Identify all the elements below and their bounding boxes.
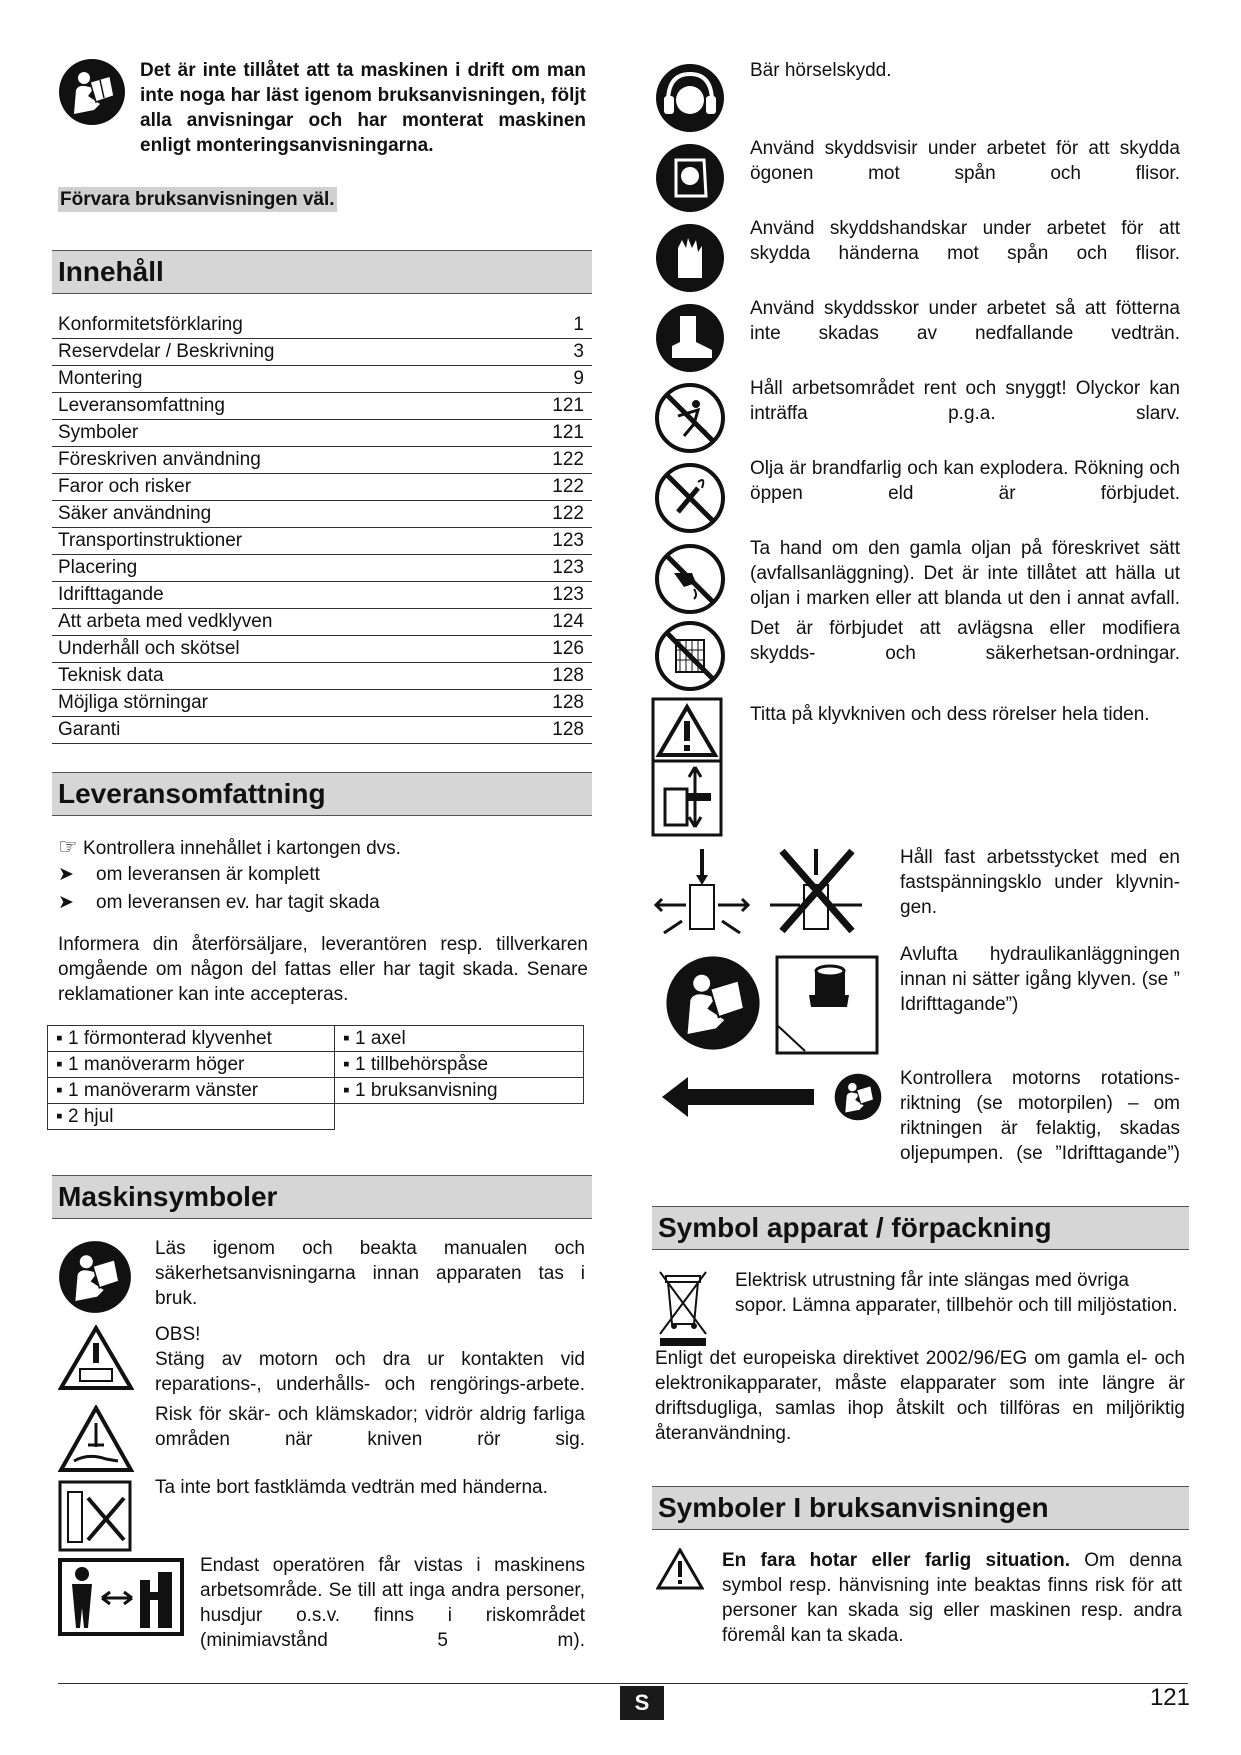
arrow-bullet-icon: ➤ (58, 892, 74, 913)
toc-row (52, 663, 592, 690)
read-manual-icon (58, 1240, 132, 1319)
oil-vent-icon (775, 955, 879, 1060)
delivery-heading: Leveransomfattning (52, 772, 592, 816)
toc-row (52, 474, 592, 501)
toc-page: 123 (552, 584, 584, 605)
toc-label: Föreskriven användning (58, 449, 261, 470)
table-cell: ▪ 1 tillbehörspåse (335, 1052, 584, 1078)
read-manual-icon (665, 955, 761, 1056)
manual-symbols-heading: Symboler I bruksanvisningen (652, 1486, 1189, 1530)
obs-text: Stäng av motorn och dra ur kontakten vid reparations-, underhålls- och rengörings-arbete. (155, 1349, 585, 1395)
toc-row (52, 366, 592, 393)
arrow-bullet-icon: ➤ (58, 864, 74, 885)
symbol-description: Ta hand om den gamla oljan på föreskrivet sätt (avfallsanläggning). Det är inte tillåtet att hälla ut oljan i marken eller att blanda ut den i annat avfall. (750, 538, 1180, 609)
toc-page: 122 (552, 449, 584, 470)
toc-row (52, 528, 592, 555)
toc-label: Att arbeta med vedklyven (58, 611, 273, 632)
clamp-text: Håll fast arbetsstycket med en fastspänningsklo under klyvnin-gen. (900, 847, 1180, 918)
symbol-description: Håll arbetsområdet rent och snyggt! Olyckor kan inträffa p.g.a. slarv. (750, 378, 1180, 424)
toc-row (52, 420, 592, 447)
toc-label: Säker användning (58, 503, 212, 524)
read-manual-small-icon (834, 1073, 882, 1126)
danger-bold: En fara hotar eller farlig situation. (722, 1550, 1070, 1571)
rotation-arrow-icon (660, 1075, 816, 1124)
toc-page: 126 (552, 638, 584, 659)
symbol-description: Olja är brandfarlig och kan explodera. Rökning och öppen eld är förbjudet. (750, 458, 1180, 504)
toc-row (52, 501, 592, 528)
toc-label: Placering (58, 557, 138, 578)
table-of-contents (52, 312, 592, 744)
operator-zone-icon (58, 1558, 184, 1641)
toc-page: 128 (552, 719, 584, 740)
symbol-description: Använd skyddsskor under arbetet så att fötterna inte skadas av nedfallande vedträn. (750, 298, 1180, 344)
face-shield-icon (654, 142, 726, 219)
toc-page: 128 (552, 665, 584, 686)
operator-zone-text: Endast operatören får vistas i maskinens arbetsområde. Se till att inga andra personer, husdjur o.s.v. finns i riskområdet (minimiavstånd 5 m). (200, 1555, 585, 1651)
log-clamp-correct-icon (652, 845, 752, 942)
toc-label: Teknisk data (58, 665, 164, 686)
toc-label: Leveransomfattning (58, 395, 225, 416)
toc-page: 121 (552, 395, 584, 416)
toc-page: 1 (573, 314, 584, 335)
obs-title: OBS! (155, 1324, 201, 1345)
table-cell: ▪ 1 förmonterad klyvenhet (48, 1026, 335, 1052)
danger-triangle-icon (656, 1548, 704, 1595)
toc-row (52, 690, 592, 717)
cut-risk-text: Risk för skär- och klämskador; vidrör aldrig farliga områden när kniven rör sig. (155, 1404, 585, 1450)
motor-rotation-text: Kontrollera motorns rotations-riktning (se motorpilen) – om riktningen är felaktig, skadas oljepumpen. (se ”Idrifttagande”) (900, 1068, 1180, 1164)
toc-page: 122 (552, 503, 584, 524)
weee-text: Elektrisk utrustning får inte slängas med övriga sopor. Lämna apparater, tillbehör och till miljöstation. (735, 1270, 1178, 1316)
device-symbol-heading: Symbol apparat / förpackning (652, 1206, 1189, 1250)
list-item: ➤ om leveransen ev. har tagit skada (58, 892, 380, 913)
safety-boots-icon (654, 302, 726, 379)
toc-label: Konformitetsförklaring (58, 314, 243, 335)
language-badge: S (620, 1686, 664, 1720)
weee-bin-icon (656, 1268, 710, 1353)
machine-symbols-heading: Maskinsymboler (52, 1175, 592, 1219)
toc-row (52, 717, 592, 744)
toc-page: 128 (552, 692, 584, 713)
table-cell: ▪ 1 manöverarm vänster (48, 1078, 335, 1104)
log-clamp-wrong-icon (766, 845, 866, 942)
toc-row (52, 609, 592, 636)
table-cell: ▪ 2 hjul (48, 1104, 335, 1130)
no-hands-icon (58, 1480, 132, 1557)
no-hands-text: Ta inte bort fastklämda vedträn med händerna. (155, 1477, 548, 1498)
ear-protection-icon (654, 62, 726, 139)
footer-rule (58, 1683, 1188, 1684)
toc-label: Faror och risker (58, 476, 192, 497)
toc-label: Idrifttagande (58, 584, 164, 605)
vent-text: Avlufta hydraulikanläggningen innan ni sätter igång klyven. (se ” Idrifttagande”) (900, 944, 1180, 1015)
toc-page: 122 (552, 476, 584, 497)
toc-row (52, 393, 592, 420)
toc-page: 9 (573, 368, 584, 389)
warning-unplug-icon (58, 1325, 134, 1396)
watch-blade-text: Titta på klyvkniven och dess rörelser hela tiden. (750, 704, 1150, 725)
gloves-icon (654, 222, 726, 299)
symbol-description: Använd skyddshandskar under arbetet för att skydda händerna mot spån och flisor. (750, 218, 1180, 264)
toc-row (52, 636, 592, 663)
toc-row (52, 447, 592, 474)
toc-label: Möjliga störningar (58, 692, 208, 713)
delivery-info: Informera din återförsäljare, leverantören resp. tillverkaren omgående om någon del fattas eller har tagit skada. Senare reklamationer kan inte accepteras. (58, 934, 588, 1005)
weee-directive: Enligt det europeiska direktivet 2002/96/EG om gamla el- och elektronikapparater, måste elapparater som inte längre är driftsdugliga, samlas ihop åtskilt och tillföras en miljöriktig återanvändning. (655, 1348, 1185, 1444)
read-manual-icon (58, 58, 126, 131)
cut-hazard-icon (58, 1405, 134, 1478)
delivery-check (58, 834, 588, 861)
toc-label: Montering (58, 368, 143, 389)
table-cell: ▪ 1 manöverarm höger (48, 1052, 335, 1078)
no-fire-icon (654, 462, 726, 539)
delivery-bullet-list (58, 862, 588, 915)
danger-description (722, 1548, 1182, 1648)
symbol-description: Det är förbjudet att avlägsna eller modifiera skydds- och säkerhetsan-ordningar. (750, 618, 1180, 664)
table-cell: ▪ 1 bruksanvisning (335, 1078, 584, 1104)
keep-manual-note: Förvara bruksanvisningen väl. (60, 189, 335, 210)
delivery-check-text: Kontrollera innehållet i kartongen dvs. (83, 838, 401, 859)
toc-label: Transportinstruktioner (58, 530, 243, 551)
delivery-items-table (47, 1025, 584, 1130)
toc-page: 123 (552, 530, 584, 551)
watch-blade-icon (651, 697, 723, 842)
toc-heading: Innehåll (52, 250, 592, 294)
read-manual-text: Läs igenom och beakta manualen och säkerhetsanvisningarna innan apparaten tas i bruk. (155, 1238, 585, 1309)
danger-text: Om denna symbol resp. hänvisning inte beaktas finns risk för att personer kan skada sig eller maskinen resp. andra föremål kan ta skada. (722, 1550, 1182, 1646)
page-number: 121 (1149, 1684, 1190, 1711)
toc-page: 3 (573, 341, 584, 362)
tidy-workplace-icon (654, 382, 726, 459)
toc-row (52, 312, 592, 339)
toc-row (52, 555, 592, 582)
list-item: ➤ om leveransen är komplett (58, 864, 320, 885)
toc-page: 124 (552, 611, 584, 632)
intro-warning: Det är inte tillåtet att ta maskinen i drift om man inte noga har läst igenom bruksanvisningen, följt alla anvisningar och har monterat maskinen enligt monteringsanvisningarna. (140, 60, 586, 156)
toc-row (52, 582, 592, 609)
symbol-description: Använd skyddsvisir under arbetet för att skydda ögonen mot spån och flisor. (750, 138, 1180, 184)
symbol-description: Bär hörselskydd. (750, 60, 892, 81)
toc-label: Reservdelar / Beskrivning (58, 341, 275, 362)
oil-disposal-icon (654, 543, 726, 620)
toc-page: 121 (552, 422, 584, 443)
no-tamper-icon (654, 620, 726, 697)
table-cell: ▪ 1 axel (335, 1026, 584, 1052)
toc-row (52, 339, 592, 366)
toc-label: Underhåll och skötsel (58, 638, 240, 659)
toc-label: Garanti (58, 719, 121, 740)
toc-page: 123 (552, 557, 584, 578)
toc-label: Symboler (58, 422, 139, 443)
hand-pointer-icon: ☞ (58, 834, 78, 859)
